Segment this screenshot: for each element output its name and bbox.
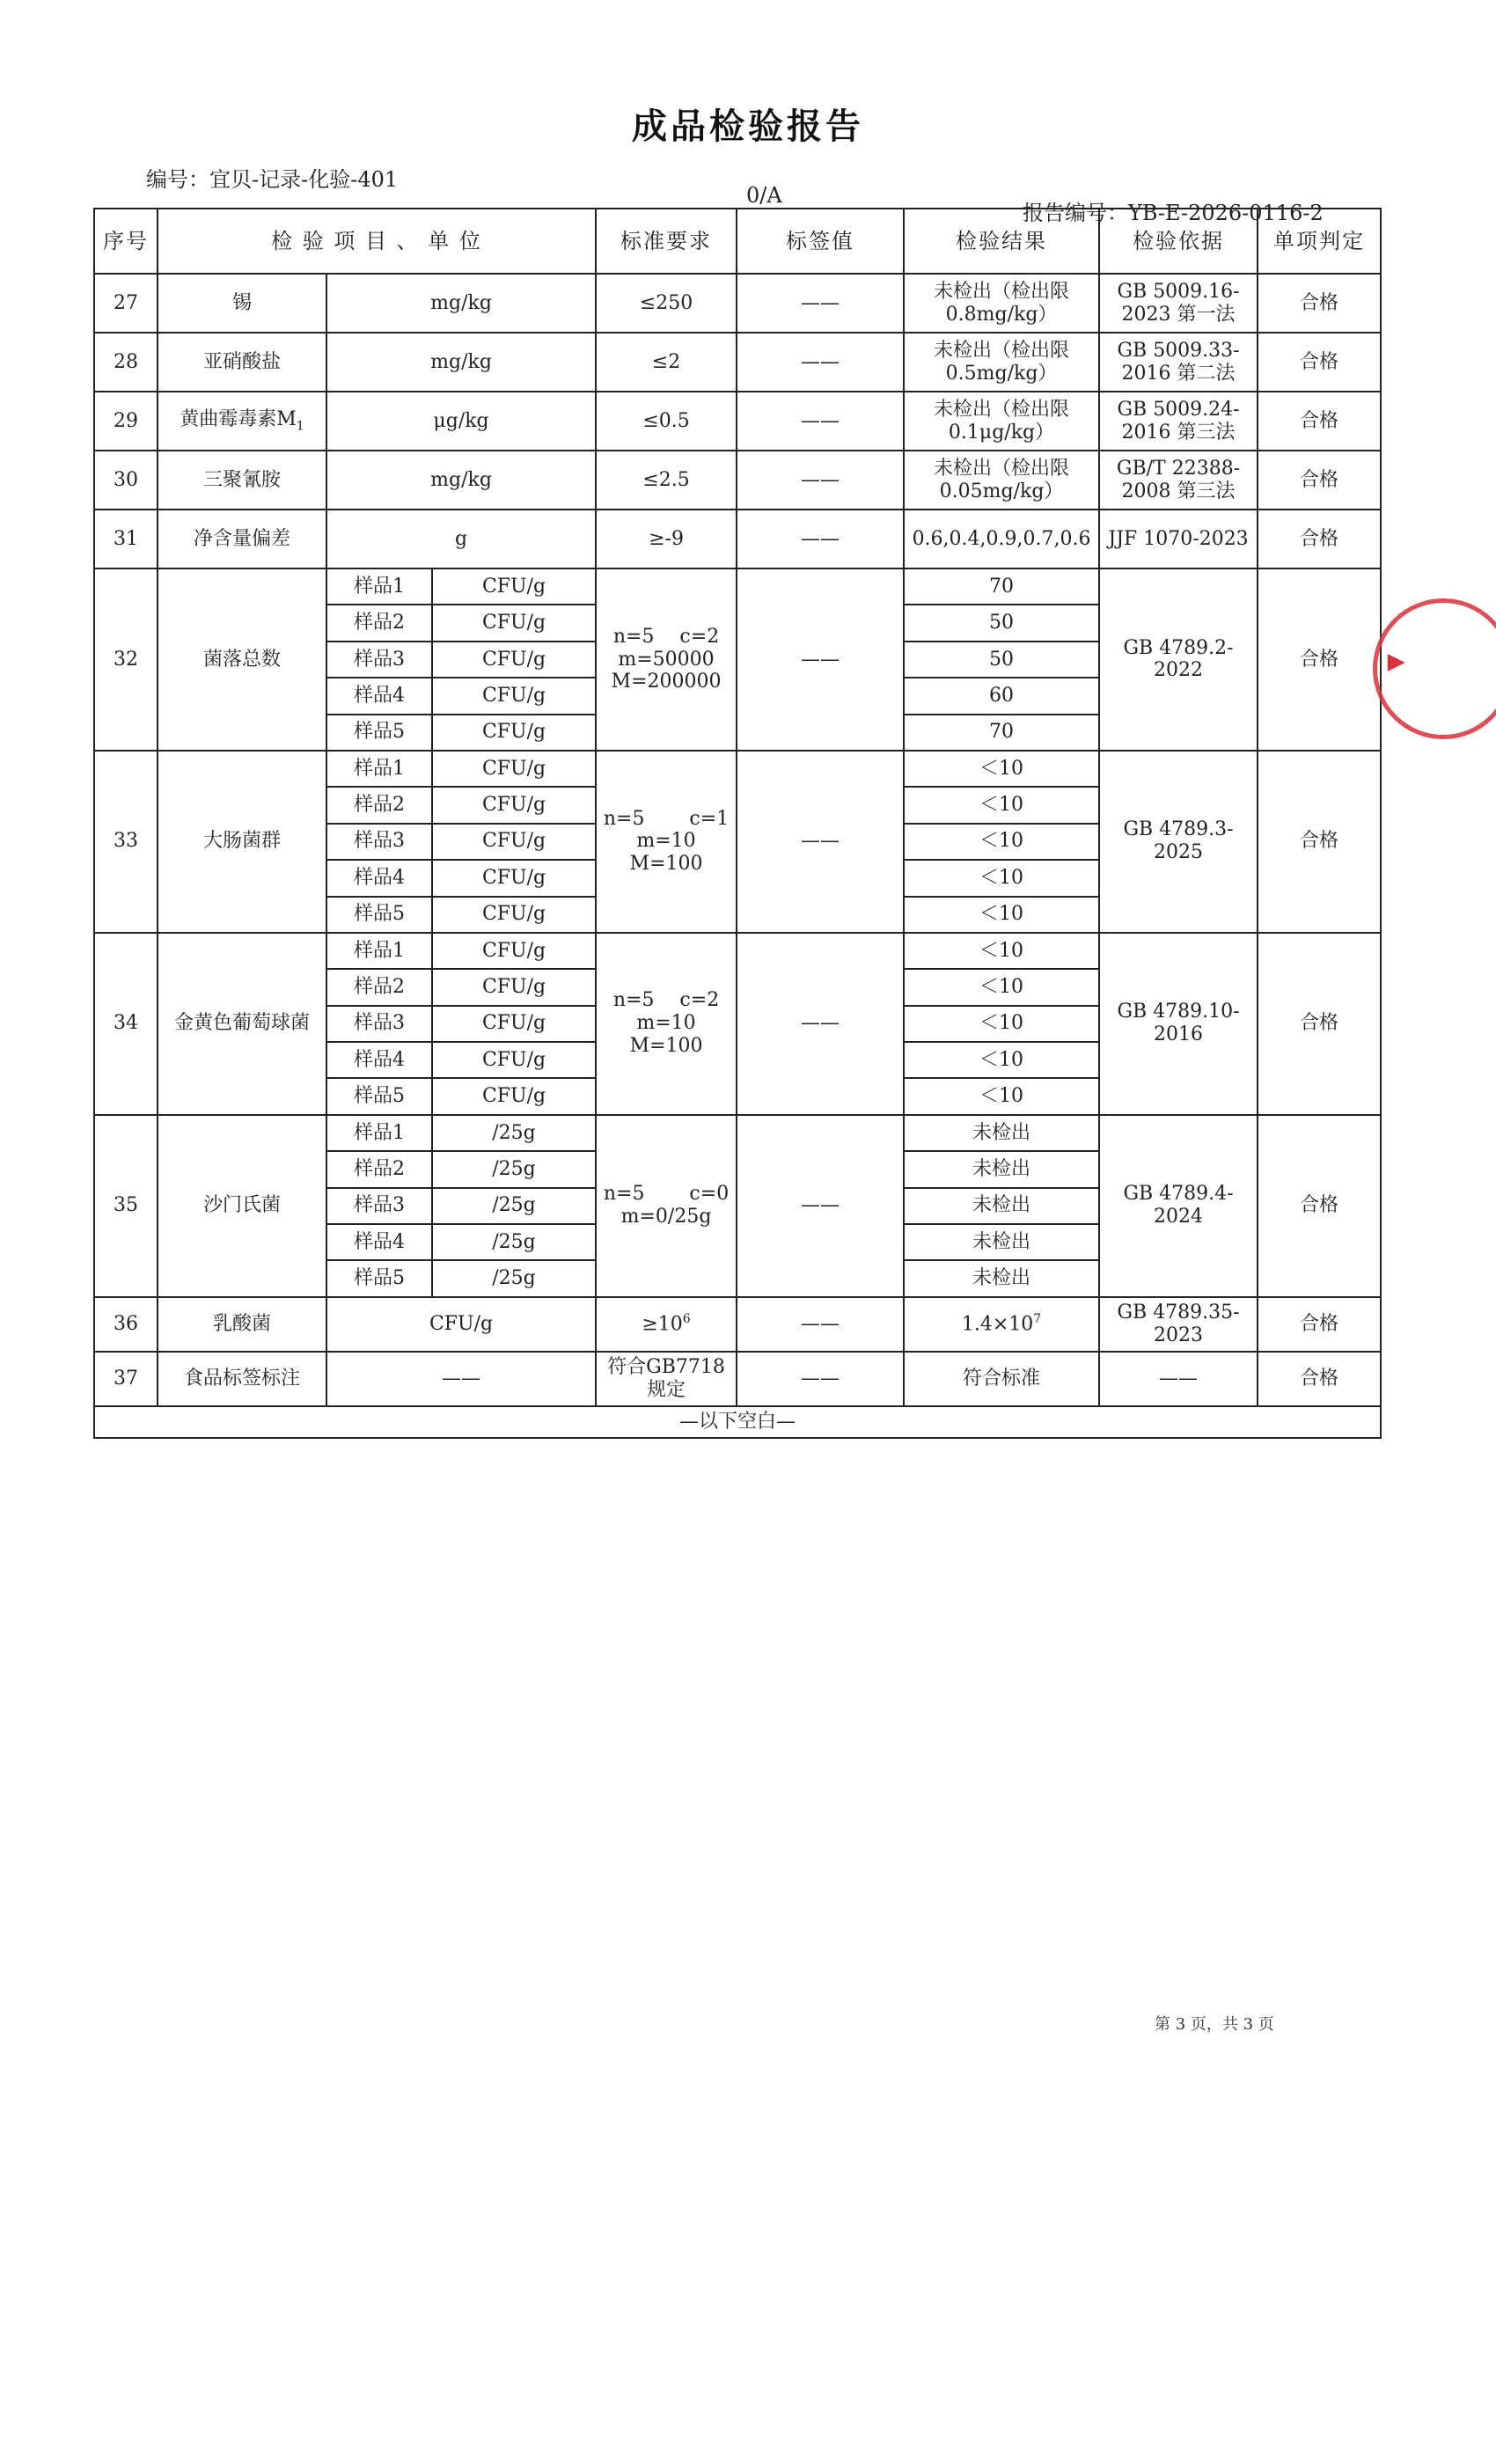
label-value-cell: —— bbox=[737, 933, 904, 1115]
table-row bbox=[94, 1406, 1381, 1438]
sample-unit-cell: CFU/g bbox=[432, 860, 596, 896]
standard-cell: ≤250 bbox=[596, 274, 737, 333]
result-cell: ＜10 bbox=[904, 1042, 1099, 1078]
sample-unit-cell: CFU/g bbox=[432, 715, 596, 751]
table-header-row bbox=[94, 209, 1381, 274]
standard-cell bbox=[596, 1115, 737, 1297]
seq-cell: 27 bbox=[94, 274, 158, 333]
result-cell: ＜10 bbox=[904, 897, 1099, 933]
label-value-cell: —— bbox=[737, 1297, 904, 1352]
sample-name-cell: 样品4 bbox=[326, 1042, 432, 1078]
basis-cell: —— bbox=[1099, 1352, 1258, 1406]
standard-line-2: m=10 M=100 bbox=[629, 830, 703, 876]
label-value-cell: —— bbox=[737, 392, 904, 451]
sample-unit-cell: CFU/g bbox=[432, 642, 596, 678]
sample-unit-cell: CFU/g bbox=[432, 751, 596, 787]
result-cell: ＜10 bbox=[904, 1006, 1099, 1042]
sample-unit-cell: CFU/g bbox=[432, 1006, 596, 1042]
standard-line-2: m=10 M=100 bbox=[629, 1012, 703, 1058]
table-row bbox=[94, 1115, 1381, 1151]
label-value-cell: —— bbox=[737, 451, 904, 510]
unit-cell: —— bbox=[326, 1352, 596, 1406]
basis-cell: GB 5009.33-2016 第二法 bbox=[1099, 333, 1258, 392]
standard-cell bbox=[596, 568, 737, 751]
result-cell: ＜10 bbox=[904, 787, 1099, 823]
seq-cell: 32 bbox=[94, 568, 158, 751]
verdict-cell: 合格 bbox=[1258, 333, 1381, 392]
label-value-cell: —— bbox=[737, 751, 904, 933]
result-cell: 未检出 bbox=[904, 1188, 1099, 1224]
item-subscript: 1 bbox=[296, 419, 304, 434]
sample-name-cell: 样品3 bbox=[326, 642, 432, 678]
result-cell: 未检出（检出限0.8mg/kg） bbox=[904, 274, 1099, 333]
header-verdict: 单项判定 bbox=[1258, 209, 1381, 274]
result-cell: 50 bbox=[904, 605, 1099, 641]
unit-cell: μg/kg bbox=[326, 392, 596, 451]
header-seq: 序号 bbox=[94, 209, 158, 274]
basis-cell: GB/T 22388-2008 第三法 bbox=[1099, 451, 1258, 510]
header-standard: 标准要求 bbox=[596, 209, 737, 274]
basis-cell: GB 5009.16-2023 第一法 bbox=[1099, 274, 1258, 333]
sample-name-cell: 样品3 bbox=[326, 1188, 432, 1224]
result-cell: 0.6,0.4,0.9,0.7,0.6 bbox=[904, 510, 1099, 568]
label-value-cell: —— bbox=[737, 274, 904, 333]
item-name-cell bbox=[158, 274, 326, 333]
sample-unit-cell: CFU/g bbox=[432, 568, 596, 605]
standard-cell bbox=[596, 751, 737, 933]
inspection-table bbox=[93, 208, 1382, 1439]
unit-cell: mg/kg bbox=[326, 333, 596, 392]
item-name: 亚硝酸盐 bbox=[202, 350, 281, 373]
sample-name-cell: 样品2 bbox=[326, 1151, 432, 1187]
sample-unit-cell: CFU/g bbox=[432, 605, 596, 641]
result-cell: 未检出 bbox=[904, 1151, 1099, 1187]
result-cell: ＜10 bbox=[904, 933, 1099, 969]
report-title: 成品检验报告 bbox=[632, 106, 864, 147]
result-cell bbox=[904, 1297, 1099, 1352]
label-value-cell: —— bbox=[737, 510, 904, 568]
item-name-cell bbox=[158, 333, 326, 392]
verdict-cell: 合格 bbox=[1258, 1297, 1381, 1352]
standard-cell bbox=[596, 933, 737, 1115]
page-number: 第 3 页，共 3 页 bbox=[1155, 2015, 1274, 2034]
basis-cell: JJF 1070-2023 bbox=[1099, 510, 1258, 568]
standard-exponent: 6 bbox=[682, 1312, 691, 1327]
document-version: 0/A bbox=[746, 183, 782, 208]
unit-cell: mg/kg bbox=[326, 274, 596, 333]
result-cell: 符合标准 bbox=[904, 1352, 1099, 1406]
result-cell: ＜10 bbox=[904, 824, 1099, 860]
verdict-cell: 合格 bbox=[1258, 451, 1381, 510]
standard-cell: ≥-9 bbox=[596, 510, 737, 568]
standard-cell: 符合GB7718规定 bbox=[596, 1352, 737, 1406]
sample-name-cell: 样品4 bbox=[326, 860, 432, 896]
report-number: 报告编号：YB-E-2026-0116-2 bbox=[1023, 201, 1324, 225]
sample-name-cell: 样品1 bbox=[326, 751, 432, 787]
result-cell: 未检出（检出限0.05mg/kg） bbox=[904, 451, 1099, 510]
verdict-cell: 合格 bbox=[1258, 510, 1381, 568]
table-row bbox=[94, 1352, 1381, 1406]
table-row bbox=[94, 933, 1381, 969]
sample-name-cell: 样品5 bbox=[326, 1260, 432, 1296]
sample-name-cell: 样品2 bbox=[326, 969, 432, 1005]
standard-cell: ≤2 bbox=[596, 333, 737, 392]
item-name-cell bbox=[158, 392, 326, 451]
item-name-cell: 沙门氏菌 bbox=[158, 1115, 326, 1297]
sample-unit-cell: CFU/g bbox=[432, 678, 596, 714]
sample-unit-cell: CFU/g bbox=[432, 897, 596, 933]
verdict-cell: 合格 bbox=[1258, 1115, 1381, 1297]
verdict-cell: 合格 bbox=[1258, 1352, 1381, 1406]
table-body bbox=[94, 274, 1381, 1438]
sample-name-cell: 样品1 bbox=[326, 933, 432, 969]
sample-unit-cell: /25g bbox=[432, 1188, 596, 1224]
item-name: 三聚氰胺 bbox=[202, 468, 281, 491]
item-name-cell: 乳酸菌 bbox=[158, 1297, 326, 1352]
table-row bbox=[94, 751, 1381, 787]
unit-cell: mg/kg bbox=[326, 451, 596, 510]
result-cell: 70 bbox=[904, 568, 1099, 605]
item-name-cell: 菌落总数 bbox=[158, 568, 326, 751]
verdict-cell: 合格 bbox=[1258, 568, 1381, 751]
basis-cell: GB 4789.4-2024 bbox=[1099, 1115, 1258, 1297]
header-basis: 检验依据 bbox=[1099, 209, 1258, 274]
table-row bbox=[94, 451, 1381, 510]
sample-name-cell: 样品3 bbox=[326, 824, 432, 860]
sample-name-cell: 样品3 bbox=[326, 1006, 432, 1042]
unit-cell: g bbox=[326, 510, 596, 568]
sample-unit-cell: CFU/g bbox=[432, 933, 596, 969]
verdict-cell: 合格 bbox=[1258, 392, 1381, 451]
result-cell: ＜10 bbox=[904, 860, 1099, 896]
basis-cell: GB 4789.35-2023 bbox=[1099, 1297, 1258, 1352]
header-item: 检 验 项 目 、 单 位 bbox=[158, 209, 596, 274]
standard-line-2: m=50000 M=200000 bbox=[611, 648, 722, 693]
standard-cell: ≤2.5 bbox=[596, 451, 737, 510]
basis-cell: GB 4789.10-2016 bbox=[1099, 933, 1258, 1115]
sample-name-cell: 样品2 bbox=[326, 787, 432, 823]
sample-unit-cell: CFU/g bbox=[432, 1078, 596, 1114]
sample-unit-cell: CFU/g bbox=[432, 969, 596, 1005]
sample-unit-cell: /25g bbox=[432, 1260, 596, 1296]
label-value-cell: —— bbox=[737, 568, 904, 751]
result-cell: 未检出 bbox=[904, 1115, 1099, 1151]
seq-cell: 29 bbox=[94, 392, 158, 451]
sample-name-cell: 样品1 bbox=[326, 568, 432, 605]
unit-cell: CFU/g bbox=[326, 1297, 596, 1352]
result-exponent: 7 bbox=[1033, 1312, 1042, 1327]
item-name: 锡 bbox=[231, 291, 252, 314]
standard-line-1: n=5 c=1 bbox=[603, 807, 730, 830]
item-name-cell bbox=[158, 451, 326, 510]
sample-name-cell: 样品5 bbox=[326, 1078, 432, 1114]
result-cell: 50 bbox=[904, 642, 1099, 678]
result-cell: 未检出 bbox=[904, 1260, 1099, 1296]
item-name-cell bbox=[158, 510, 326, 568]
verdict-cell: 合格 bbox=[1258, 933, 1381, 1115]
header-result: 检验结果 bbox=[904, 209, 1099, 274]
standard-base: ≥10 bbox=[642, 1313, 683, 1336]
seq-cell: 35 bbox=[94, 1115, 158, 1297]
basis-cell: GB 4789.3-2025 bbox=[1099, 751, 1258, 933]
seq-cell: 36 bbox=[94, 1297, 158, 1352]
seq-cell: 34 bbox=[94, 933, 158, 1115]
sample-unit-cell: /25g bbox=[432, 1115, 596, 1151]
blank-note-cell: —以下空白— bbox=[94, 1406, 1381, 1438]
seal-mark-icon: ▲ bbox=[1384, 654, 1411, 671]
verdict-cell: 合格 bbox=[1258, 751, 1381, 933]
table-row bbox=[94, 274, 1381, 333]
seq-cell: 37 bbox=[94, 1352, 158, 1406]
label-value-cell: —— bbox=[737, 1115, 904, 1297]
table-row bbox=[94, 1297, 1381, 1352]
result-cell: 未检出 bbox=[904, 1224, 1099, 1260]
standard-line-1: n=5 c=0 bbox=[603, 1183, 730, 1206]
seq-cell: 28 bbox=[94, 333, 158, 392]
sample-name-cell: 样品5 bbox=[326, 897, 432, 933]
label-value-cell: —— bbox=[737, 333, 904, 392]
header-label: 标签值 bbox=[737, 209, 904, 274]
sample-unit-cell: CFU/g bbox=[432, 824, 596, 860]
basis-cell: GB 4789.2-2022 bbox=[1099, 568, 1258, 751]
table-row bbox=[94, 510, 1381, 568]
result-cell: 70 bbox=[904, 715, 1099, 751]
item-name: 净含量偏差 bbox=[193, 527, 290, 550]
seq-cell: 33 bbox=[94, 751, 158, 933]
basis-cell: GB 5009.24-2016 第三法 bbox=[1099, 392, 1258, 451]
result-cell: ＜10 bbox=[904, 969, 1099, 1005]
sample-unit-cell: /25g bbox=[432, 1224, 596, 1260]
seq-cell: 31 bbox=[94, 510, 158, 568]
standard-line-1: n=5 c=2 bbox=[612, 625, 720, 648]
result-cell: 未检出（检出限0.1μg/kg） bbox=[904, 392, 1099, 451]
item-name-cell: 食品标签标注 bbox=[158, 1352, 326, 1406]
result-cell: 未检出（检出限0.5mg/kg） bbox=[904, 333, 1099, 392]
sample-unit-cell: CFU/g bbox=[432, 1042, 596, 1078]
seq-cell: 30 bbox=[94, 451, 158, 510]
result-cell: ＜10 bbox=[904, 1078, 1099, 1114]
result-base: 1.4×10 bbox=[961, 1313, 1034, 1336]
sample-name-cell: 样品4 bbox=[326, 678, 432, 714]
sample-name-cell: 样品5 bbox=[326, 715, 432, 751]
table-row bbox=[94, 392, 1381, 451]
table-row bbox=[94, 568, 1381, 605]
sample-name-cell: 样品4 bbox=[326, 1224, 432, 1260]
sample-name-cell: 样品2 bbox=[326, 605, 432, 641]
label-value-cell: —— bbox=[737, 1352, 904, 1406]
item-name-cell: 金黄色葡萄球菌 bbox=[158, 933, 326, 1115]
result-cell: ＜10 bbox=[904, 751, 1099, 787]
item-name-cell: 大肠菌群 bbox=[158, 751, 326, 933]
item-name: 黄曲霉毒素M bbox=[180, 408, 297, 431]
standard-line-2: m=0/25g bbox=[620, 1206, 712, 1228]
verdict-cell: 合格 bbox=[1258, 274, 1381, 333]
document-code: 编号：宜贝-记录-化验-401 bbox=[146, 167, 399, 192]
sample-unit-cell: /25g bbox=[432, 1151, 596, 1187]
standard-line-1: n=5 c=2 bbox=[612, 989, 720, 1012]
table-row bbox=[94, 333, 1381, 392]
sample-name-cell: 样品1 bbox=[326, 1115, 432, 1151]
result-cell: 60 bbox=[904, 678, 1099, 714]
standard-cell bbox=[596, 1297, 737, 1352]
sample-unit-cell: CFU/g bbox=[432, 787, 596, 823]
standard-cell: ≤0.5 bbox=[596, 392, 737, 451]
